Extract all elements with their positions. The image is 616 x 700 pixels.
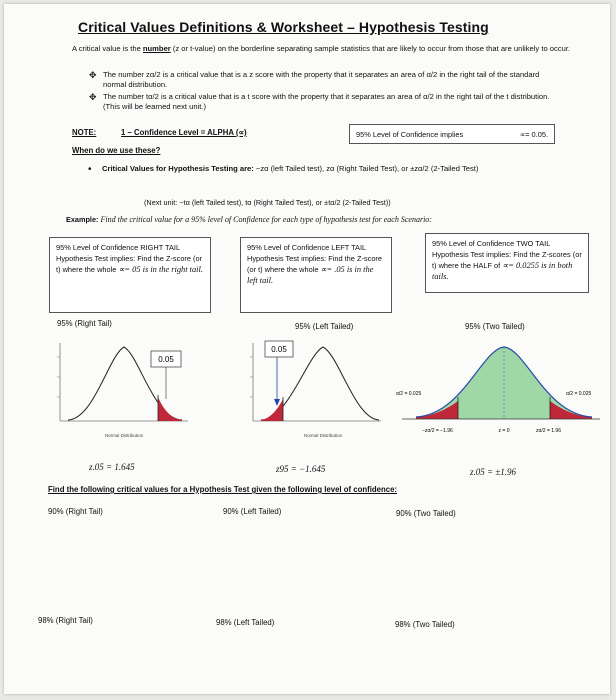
right-area-label: α/2 = 0.025: [566, 391, 592, 397]
note-box-value: ∝= 0.05.: [519, 129, 548, 139]
right-tail-graph: [54, 337, 194, 447]
task-90-two: 90% (Two Tailed): [396, 509, 456, 518]
intro-text-before: A critical value is the: [72, 44, 143, 53]
left-z-label: −zα/2 = −1.96: [422, 428, 453, 434]
scenario-italic: ∝= .05 is in the left tail.: [247, 265, 374, 285]
critical-values-bullet: [88, 164, 568, 175]
center-z-label: z = 0: [498, 428, 510, 434]
task-98-left: 98% (Left Tailed): [216, 618, 275, 627]
list-item: [89, 70, 554, 90]
graph-label-right: 95% (Right Tail): [57, 319, 112, 328]
intro-text-after: (z or t-value) on the borderline separating sample statistics that are likely to occur from those that are unlikely to occur.: [170, 44, 571, 53]
distribution-tag: Normal Distribution: [104, 433, 144, 438]
two-tail-graph: [392, 339, 604, 439]
intro-emphasis: number: [142, 44, 171, 53]
right-tail-area: [158, 397, 182, 421]
example-text: Find the critical value for a 95% level of Confidence for each type of hypothesis test for each Scenario:: [100, 215, 432, 224]
left-area-label: α/2 = 0.025: [396, 391, 422, 397]
left-tail-area: [261, 399, 283, 421]
when-heading: When do we use these?: [72, 146, 161, 155]
left-tail-graph: [247, 337, 387, 447]
star-bullet-icon: ✥: [89, 92, 97, 102]
area-label: 0.05: [271, 345, 287, 354]
distribution-tag: Normal Distribution: [303, 433, 343, 438]
dot-bullet-icon: •: [88, 164, 92, 175]
area-label: 0.05: [158, 355, 174, 364]
task-90-left: 90% (Left Tailed): [223, 507, 282, 516]
task-heading: Find the following critical values for a Hypothesis Test given the following level of confidence:: [48, 485, 398, 494]
bullet-list: [89, 70, 554, 112]
bullet-text: The number zα/2 is a critical value that is a z score with the property that it separates an area of α/2 in the right tail of the standard normal distribution.: [103, 70, 540, 89]
scenario-box-two: [425, 233, 589, 293]
note-label: NOTE:: [72, 128, 97, 137]
scenario-box-right: [49, 237, 211, 313]
note-box-text: 95% Level of Confidence implies: [356, 129, 464, 139]
critical-values-rest: −zα (left Tailed test), zα (Right Tailed Test), or ±zα/2 (2-Tailed Test): [255, 164, 479, 173]
scenario-box-left: [240, 237, 392, 313]
scenario-text: 95% Level of Confidence TWO TAIL Hypothesis Test implies: Find the Z-scores (or t) where the HALF of: [432, 239, 582, 270]
task-98-two: 98% (Two Tailed): [395, 620, 455, 629]
task-90-right: 90% (Right Tail): [48, 507, 103, 516]
worksheet-page: [4, 4, 610, 694]
graph-label-left: 95% (Left Tailed): [295, 322, 354, 331]
next-unit-line: (Next unit: −tα (left Tailed test), tα (Right Tailed Test), or ±tα/2 (2-Tailed Test)): [144, 198, 391, 207]
answer-right-tail: z.05 = 1.645: [89, 462, 135, 472]
intro-paragraph: [72, 44, 572, 54]
star-bullet-icon: ✥: [89, 70, 97, 80]
example-line: [66, 215, 432, 225]
pointer-arrow-icon: [274, 399, 280, 406]
scenario-italic: ∝= 0.0255 is in both tails.: [432, 261, 573, 281]
task-98-right: 98% (Right Tail): [38, 616, 93, 625]
page-title: Critical Values Definitions & Worksheet – Hypothesis Testing: [78, 19, 489, 35]
critical-values-lead: Critical Values for Hypothesis Testing are:: [102, 164, 254, 173]
scenario-text: 95% Level of Confidence RIGHT TAIL Hypothesis Test implies: Find the Z-score (or t) where the whole: [56, 243, 203, 274]
y-ticks: [250, 357, 253, 397]
graph-label-two: 95% (Two Tailed): [465, 322, 525, 331]
example-label: Example:: [66, 215, 99, 224]
bullet-text: The number tα/2 is a critical value that is a t score with the property that it separates an area of α/2 in the right tail of the t distribution. (This will be learned next unit.): [103, 92, 550, 111]
alpha-formula: 1 – Confidence Level = ALPHA (∝): [121, 128, 247, 137]
answer-left-tail: z95 = −1.645: [276, 464, 326, 474]
note-box: [349, 124, 555, 144]
y-ticks: [57, 357, 60, 397]
answer-two-tail: z.05 = ±1.96: [470, 467, 517, 477]
scenario-italic: ∝= 05 is in the right tail.: [118, 265, 203, 274]
scenario-text: 95% Level of Confidence LEFT TAIL Hypothesis Test implies: Find the Z-score (or t) where the whole: [247, 243, 382, 274]
right-z-label: zα/2 = 1.96: [536, 428, 561, 434]
list-item: [89, 92, 554, 112]
